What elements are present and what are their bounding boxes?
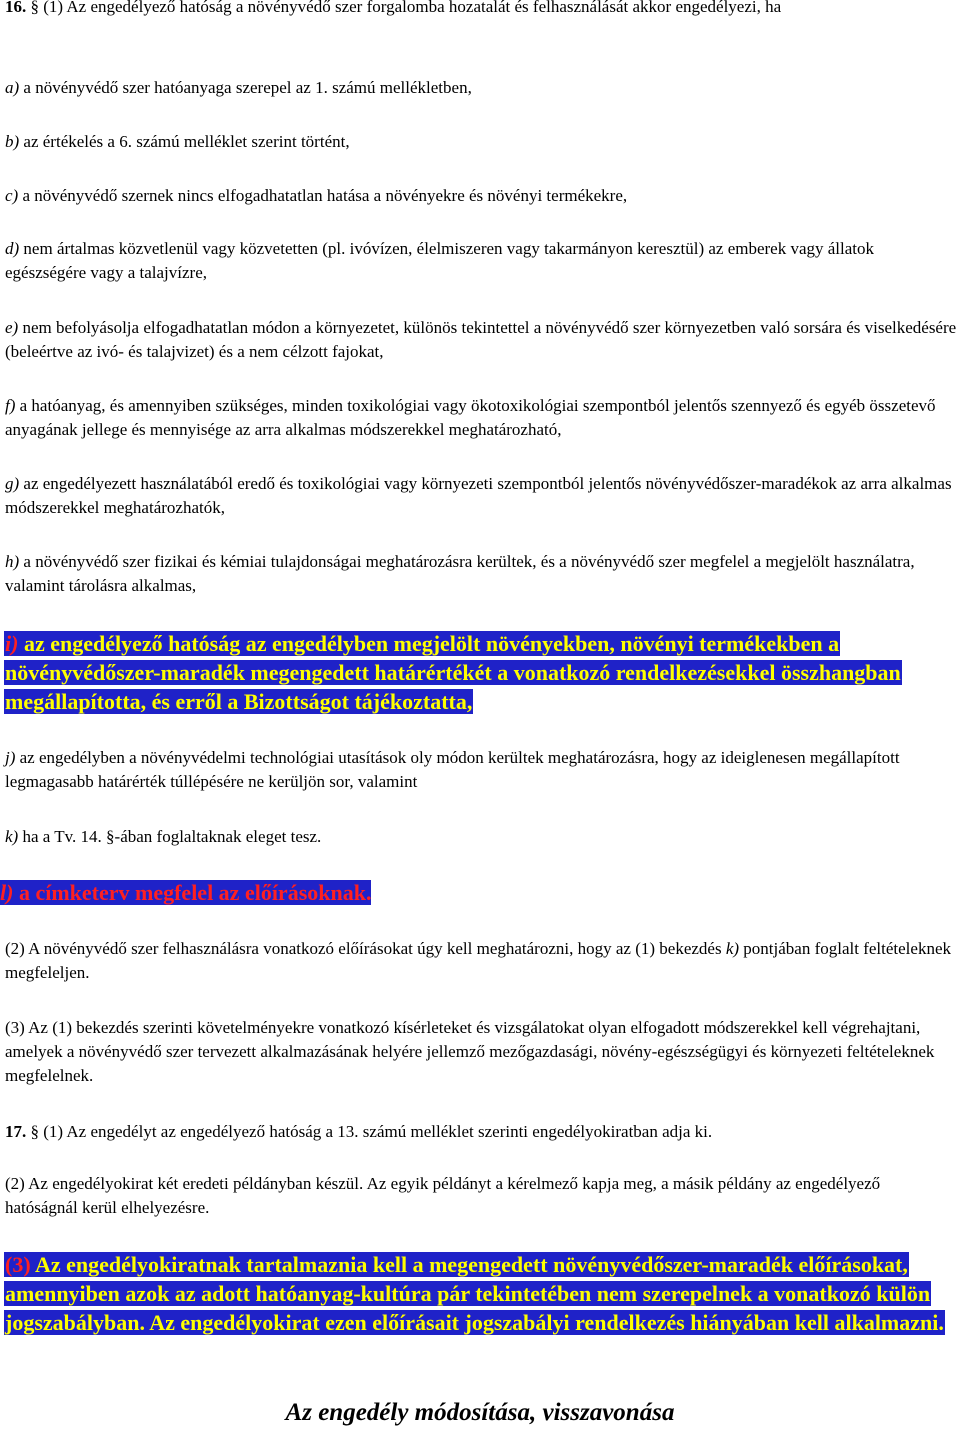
item-e [5, 316, 957, 364]
item-text: a növényvédő szer fizikai és kémiai tulajdonságai meghatározásra kerültek, és a növényvédő szer megfelel a megjelölt használatra, valamint tárolásra alkalmas, [5, 552, 915, 595]
section-number: 16. [5, 0, 27, 16]
section-number: 17. [5, 1122, 27, 1141]
paragraph-text: (3) Az (1) bekezdés szerinti követelményekre vonatkozó kísérleteket és vizsgálatokat olyan elfogadott módszerekkel kell végrehajtani, amelyek a növényvédő szer tervezett alkalmazásának helyére jellemző mezőgazdasági, növény-egészségügyi és környezeti feltételeknek megfelelnek. [5, 1018, 935, 1085]
paragraph-3 [5, 1016, 957, 1088]
item-c [5, 184, 957, 208]
paragraph-text: Az engedélyokiratnak tartalmaznia kell a megengedett növényvédőszer-maradék előírásokat, amennyiben azok az adott hatóanyag-kultúra pár tekintetében nem szerepelnek a vonatkozó külön jogszabályban. Az engedélyokirat ezen előírásait jogszabályi rendelkezés hiányában kell alkalmazni. [5, 1252, 944, 1335]
paragraph-text: (1) Az engedélyt az engedélyező hatóság a 13. számú melléklet szerinti engedélyokiratban adja ki. [43, 1122, 713, 1141]
item-text: a növényvédő szernek nincs elfogadhatatlan hatása a növényekre és növényi termékekre, [22, 186, 628, 205]
item-text: a címketerv megfelel az előírásoknak. [13, 880, 372, 905]
section-sign: § [30, 0, 39, 16]
item-letter: b) [5, 132, 20, 151]
item-text: a hatóanyag, és amennyiben szükséges, minden toxikológiai vagy ökotoxikológiai szempontból jelentős szennyező és egyéb összetevő anyagának jellege és mennyisége az arra alkalmas módszerekkel meghatározható, [5, 396, 936, 439]
item-letter: a) [5, 78, 20, 97]
section-16-intro-text: (1) Az engedélyező hatóság a növényvédő szer forgalomba hozatalát és felhasználását akkor engedélyezi, ha [43, 0, 782, 16]
item-letter: h) [5, 552, 20, 571]
section-sign: § [106, 827, 115, 846]
paragraph-text: (2) Az engedélyokirat két eredeti példányban készül. Az egyik példányt a kérelmező kapja meg, a másik példány az engedélyező hatóságnál kerül elhelyezésre. [5, 1174, 881, 1217]
item-a [5, 76, 957, 100]
item-text: az engedélyező hatóság az engedélyben megjelölt növényekben, növényi termékekben a növényvédőszer-maradék megengedett határértékét a vonatkozó rendelkezésekkel összhangban megállapította, és erről a Bizottságot tájékoztatta, [5, 631, 901, 714]
paragraph-mark: (3) [5, 1252, 31, 1277]
item-f [5, 394, 957, 442]
item-text: a növényvédő szer hatóanyaga szerepel az 1. számú mellékletben, [23, 78, 472, 97]
item-b [5, 130, 957, 154]
item-letter: l) [0, 880, 14, 905]
paragraph-text: pontjában foglalt feltételeknek megfeleljen. [5, 939, 951, 982]
item-letter: i) [5, 631, 19, 656]
item-letter: k) [5, 827, 19, 846]
section-17-para-3-highlighted [4, 1250, 954, 1337]
item-text: az értékelés a 6. számú melléklet szerint történt, [23, 132, 350, 151]
item-letter: g) [5, 474, 20, 493]
item-j [5, 746, 957, 794]
item-letter: f) [5, 396, 16, 415]
section-heading: Az engedély módosítása, visszavonása [285, 1399, 675, 1426]
item-text: ha a Tv. 14. [22, 827, 102, 846]
item-g [5, 472, 957, 520]
paragraph-reference: k) [725, 939, 740, 958]
section-16-intro [5, 0, 957, 19]
section-17-para-1 [5, 1120, 957, 1144]
item-k [5, 825, 957, 849]
item-letter: e) [5, 318, 19, 337]
section-17-para-2 [5, 1172, 957, 1220]
item-i-highlighted [4, 629, 954, 716]
item-text: -ában foglaltaknak eleget tesz. [114, 827, 322, 846]
item-text: az engedélyezett használatából eredő és toxikológiai vagy környezeti szempontból jelentős növényvédőszer-maradékok az arra alkalmas módszerekkel meghatározhatók, [5, 474, 952, 517]
item-letter: j) [5, 748, 16, 767]
item-d [5, 237, 957, 285]
paragraph-2 [5, 937, 957, 985]
item-h [5, 550, 957, 598]
item-l-highlighted [0, 878, 952, 907]
item-letter: c) [5, 186, 19, 205]
item-text: az engedélyben a növényvédelmi technológiai utasítások oly módon kerültek meghatározásra, hogy az ideiglenesen megállapított legmagasabb határérték túllépésére ne kerüljön sor, valamint [5, 748, 900, 791]
item-letter: d) [5, 239, 20, 258]
section-sign: § [30, 1122, 39, 1141]
item-text: nem befolyásolja elfogadhatatlan módon a környezetet, különös tekintettel a növényvédő szer környezetben való sorsára és viselkedésére (beleértve az ivó- és talajvizet) és a nem célzott fajokat, [5, 318, 957, 361]
paragraph-text: (2) A növényvédő szer felhasználásra vonatkozó előírásokat úgy kell meghatározni, hogy az (1) bekezdés [5, 939, 722, 958]
item-text: nem ártalmas közvetlenül vagy közvetetten (pl. ivóvízen, élelmiszeren vagy takarmányon keresztül) az emberek vagy állatok egészségére vagy a talajvízre, [5, 239, 875, 282]
